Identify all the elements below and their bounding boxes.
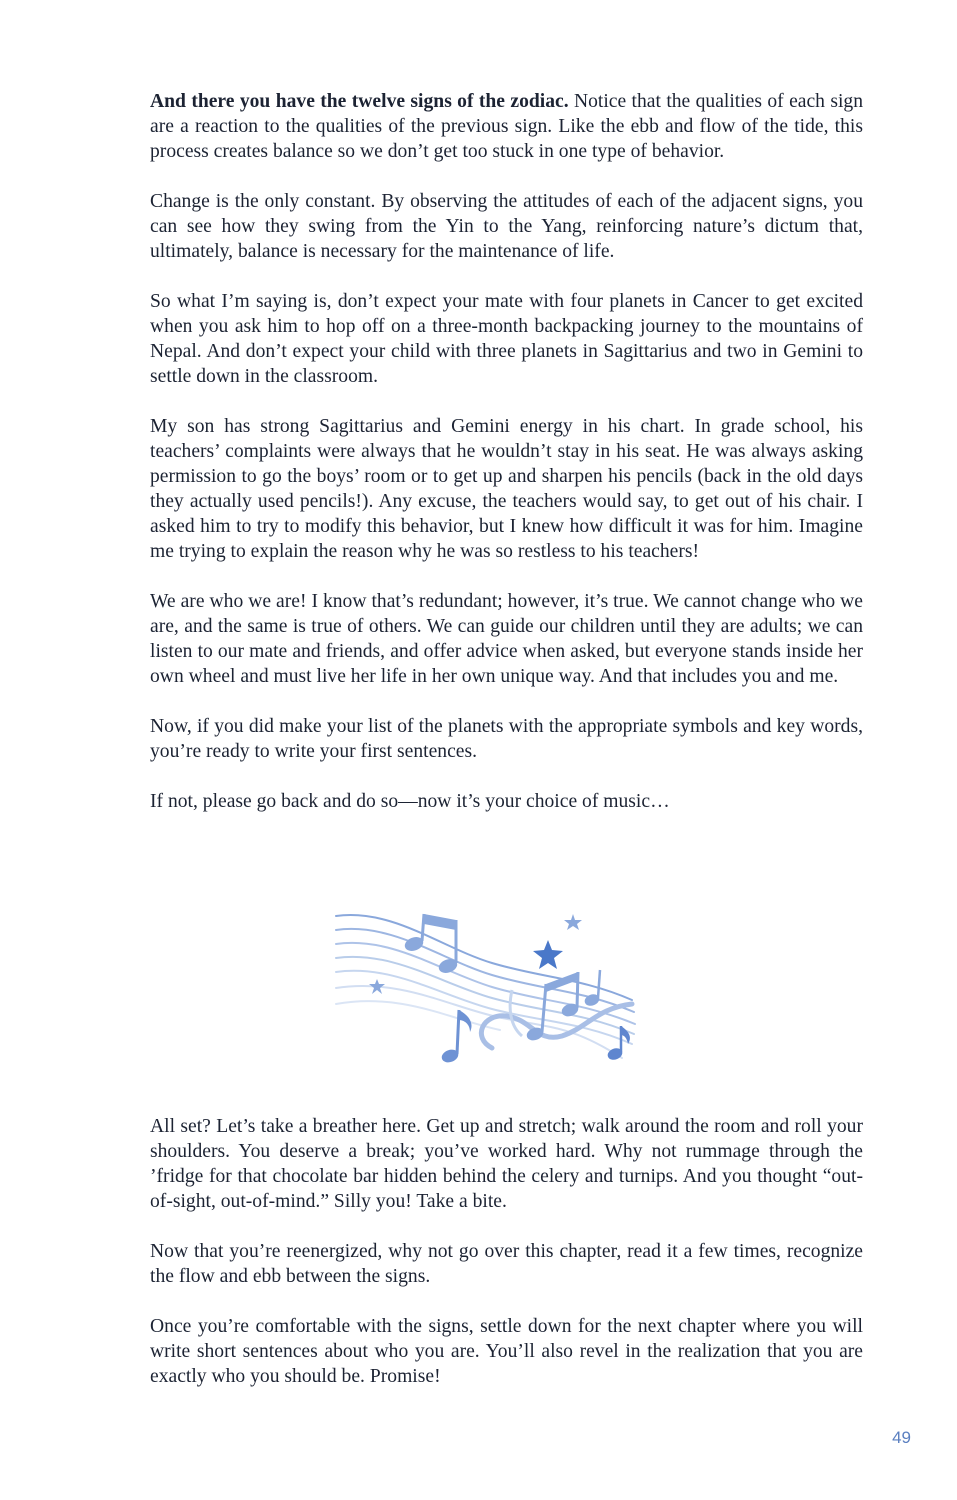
paragraph-3: So what I’m saying is, don’t expect your mate with four planets in Cancer to get excited when you ask him to hop off on a three-month backpacking journey to the mountains of Nepal. And don’t expect your child with three planets in Sagittarius and two in Gemini to settle down in the classroom.	[150, 291, 863, 387]
paragraph-10: Once you’re comfortable with the signs, settle down for the next chapter where you will write short sentences about who you are. You’ll also revel in the realization that you are exactly who you should be. Promise!	[150, 1316, 863, 1387]
paragraph-7: If not, please go back and do so—now it’s your choice of music…	[150, 791, 670, 812]
paragraph-4: My son has strong Sagittarius and Gemini energy in his chart. In grade school, his teachers’ complaints were always that he wouldn’t stay in his seat. He was always asking permission to go the boys’ room or to get up and sharpen his pencils (back in the old days they actually used pencils!). Any excuse, the teachers would say, to get out of his chair. I asked him to try to modify this behavior, but I knew how difficult it was for him. Imagine me trying to explain the reason why he was so restless to his teachers!	[150, 416, 863, 562]
paragraph-1-text: Notice that the qualities of each sign are a reaction to the qualities of the previous sign. Like the ebb and flow of the tide, this process creates balance so we don’t get too stuck in one type of behavior.	[150, 91, 863, 162]
music-notes-stars-icon	[332, 908, 642, 1068]
body-text-bottom	[150, 1114, 863, 1414]
paragraph-5: We are who we are! I know that’s redundant; however, it’s true. We cannot change who we are, and the same is true of others. We can guide our children until they are adults; we can listen to our mate and friends, and offer advice when asked, but everyone stands inside her own wheel and must live her life in her own unique way. And that includes you and me.	[150, 591, 863, 687]
paragraph-9: Now that you’re reenergized, why not go over this chapter, read it a few times, recognize the flow and ebb between the signs.	[150, 1241, 863, 1287]
paragraph-2: Change is the only constant. By observing the attitudes of each of the adjacent signs, you can see how they swing from the Yin to the Yang, reinforcing nature’s dictum that, ultimately, balance is necessary for the maintenance of life.	[150, 191, 863, 262]
body-text-top	[150, 89, 863, 839]
paragraph-1	[150, 89, 863, 164]
page-number: 49	[892, 1428, 911, 1447]
paragraph-8: All set? Let’s take a breather here. Get up and stretch; walk around the room and roll your shoulders. You deserve a break; you’ve worked hard. Why not rummage through the ’fridge for that chocolate bar hidden behind the celery and turnips. And you thought “out-of-sight, out-of-mind.” Silly you! Take a bite.	[150, 1116, 863, 1212]
paragraph-6: Now, if you did make your list of the planets with the appropriate symbols and key words, you’re ready to write your first sentences.	[150, 716, 863, 762]
paragraph-1-lead: And there you have the twelve signs of the zodiac.	[150, 91, 569, 112]
